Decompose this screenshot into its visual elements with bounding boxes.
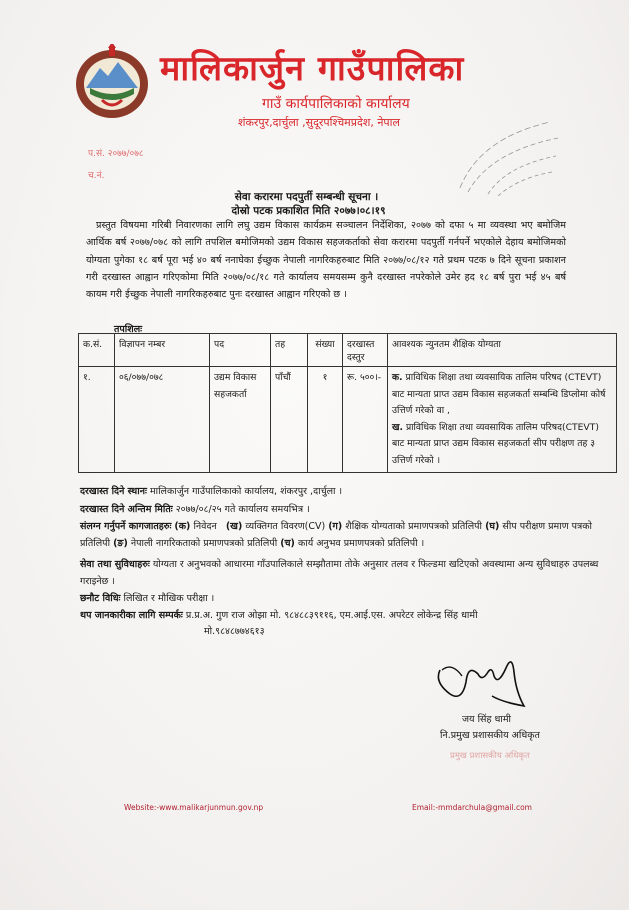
doc-key: (ङ) [113,538,128,549]
cell-fee: रू. ५००।- [343,367,388,473]
application-place [80,483,610,500]
doc-item: नेपाली नागरिकताको प्रमाणपत्रको प्रतिलिपी [130,538,278,549]
signer-title: नि.प्रमुख प्रशासकीय अधिकृत [440,730,540,741]
selection-method-label: छनौट विधिः [80,593,121,604]
header-post: पद [210,334,271,367]
doc-key: (ख) [225,521,243,532]
dispatch-number: च.नं. [88,171,105,181]
contact-info [80,607,610,624]
notice-title: सेवा करारमा पदपुर्ती सम्बन्धी सूचना । [234,191,379,203]
cell-sn: १. [79,367,115,473]
selection-method [80,590,610,607]
cell-qualification [388,367,617,473]
required-documents-label: संलग्न गर्नुपर्ने कागजातहरुः [80,521,172,532]
vacancy-table [78,333,617,473]
header-sn: क.सं. [79,334,115,367]
letterhead-address: शंकरपुर,दार्चुला ,सुदूरपश्चिमप्रदेश, नेपाल [238,116,400,129]
letterhead-subtitle: गाउँ कार्यपालिकाको कार्यालय [262,96,410,112]
table-header-row [79,334,617,367]
contact-info-value: प्र.प्र.अ. गुण राज ओझा मो. ९८४८८३९११६, एम.आई.एस. अपरेटर लोकेन्द्र सिंह धामी [185,610,478,621]
doc-item: निवेदन [193,521,217,532]
service-benefits [80,556,610,590]
required-documents [80,518,610,552]
doc-item: व्यक्तिगत विवरण(CV) [245,521,326,532]
nepal-emblem-icon [72,44,152,122]
cell-post: उद्यम विकास सहजकर्ता [210,367,271,473]
footer-website: Website:-www.malikarjunmun.gov.np [124,803,264,812]
doc-item: कार्य अनुभव प्रमाणपत्रको प्रतिलिपी । [297,538,425,549]
notice-body: प्रस्तुत विषयमा गरिबी निवारणका लागि लघु उद्यम विकास कार्यक्रम सञ्चालन निर्देशिका, २०७७ को दफा ५ मा व्यवस्था भए बमोजिम आर्थिक बर्ष २०७७/०७८ को लागि तपशिल बमोजिमको उद्यम विकास सहजकर्ताको सेवा करारमा पदपुर्ती गर्नपर्ने भएकोले देहाय बमोजिमको योग्यता पुगेका १८ बर्ष पूरा भई ४० बर्ष ननाघेका ईच्छुक नेपाली नागरिकहरुबाट मिति २०७७/०८/१२ गते प्रथम पटक ७ दिने सूचना प्रकाशन गरी दरखास्त आह्वान गरिएकोमा मिति २०७७/०८/१८ गते कार्यालय समयसम्म कुनै दरखास्त नपरेकोले उमेर हद १८ बर्ष पुरा भई ४५ बर्ष कायम गरी ईच्छुक नेपाली नागरिकहरुबाट पुनः दरखास्त आह्वान गरिएको छ । [86,220,566,301]
letter-reference-number: प.सं. २०७७/०७८ [88,149,144,159]
office-stamp-icon [440,118,570,196]
letterhead-title: मालिकार्जुन गाउँपालिका [160,49,465,89]
qualification-b-text: प्राविधिक शिक्षा तथा व्यवसायिक तालिम परिषद(CTEVT) बाट मान्यता प्राप्त उद्यम विकास सहजकर्ता सीप परीक्षण तह ३ उत्तिर्ण गरेको । [392,421,599,466]
doc-item: शैक्षिक योग्यताको प्रमाणपत्रको प्रतिलिपी [345,521,483,532]
qualification-a-text: प्राविधिक शिक्षा तथा व्यवसायिक तालिम परिषद (CTEVT) बाट मान्यता प्राप्त उद्यम विकास सहजकर्ता सम्बन्धि डिप्लोमा कोर्ष उत्तिर्ण गरेको वा , [392,372,606,416]
doc-key: (ग) [328,521,343,532]
selection-method-value: लिखित र मौखिक परीक्षा । [123,593,215,604]
application-deadline-value: २०७७/०८/२५ गते कार्यालय समयभित्र । [175,504,310,515]
application-place-value: मालिकार्जुन गाउँपालिकाको कार्यालय, शंकरपुर ,दार्चुला । [149,486,343,497]
application-deadline [80,501,610,518]
qualification-a-label: क. [392,372,403,383]
doc-key: (च) [280,538,295,549]
footer-email: Email:-mmdarchula@gmail.com [412,803,532,812]
header-qualification: आवश्यक न्युनतम शैक्षिक योग्यता [388,334,617,367]
contact-info-phone-2: मो.९८४८७७४६१३ [204,626,265,637]
cell-ad-number: ०६/०७७/०७८ [115,367,210,473]
doc-item: सीप परीक्षण प्रमाण पत्रको प्रतिलिपी [80,521,592,549]
header-ad-number: विज्ञापन नम्बर [115,334,210,367]
header-level: तह [271,334,308,367]
header-count: संख्या [308,334,343,367]
officer-stamp: प्रमुख प्रशासकीय अधिकृत [450,751,530,761]
service-benefits-label: सेवा तथा सुविधाहरुः [80,559,150,570]
application-place-label: दरखास्त दिने स्थानः [80,486,147,497]
table-row [79,367,617,473]
qualification-b-label: ख. [392,421,404,433]
details-label: तपशिलः [114,324,143,335]
signer-name: जय सिंह धामी [462,714,511,725]
doc-key: (क) [174,521,191,532]
service-benefits-value: योग्यता र अनुभवको आधारमा गाँउपालिकाले सम्झौतामा तोके अनुसार तलव र फिल्डमा खटिएको अवस्थामा अन्य सुविधाहरु उपलब्ध गराइनेछ । [80,559,599,587]
contact-info-label: थप जानकारीका लागि सम्पर्कः [80,610,183,621]
cell-level: पाँचौं [271,367,308,473]
notice-publication-date: दोस्रो पटक प्रकाशित मिति २०७७।०८।१९ [231,205,386,217]
header-fee: दरखास्त दस्तुर [343,334,388,367]
application-deadline-label: दरखास्त दिने अन्तिम मितिः [80,504,173,515]
signature-icon [432,652,532,710]
doc-key: (घ) [485,521,500,532]
cell-count: १ [308,367,343,473]
